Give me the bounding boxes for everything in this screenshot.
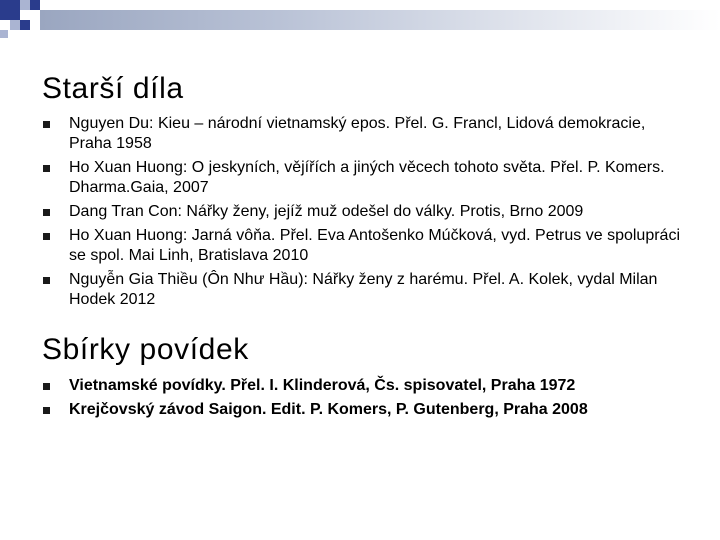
list-item-text: Ho Xuan Huong: Jarná vôňa. Přel. Eva Antošenko Múčková, vyd. Petrus ve spolupráci se spol. Mai Linh, Bratislava 2010: [69, 227, 680, 264]
list-item: [42, 226, 692, 266]
list-item: [42, 375, 692, 397]
bullet-icon: [43, 165, 50, 172]
bullet-icon: [43, 209, 50, 216]
list-item: [42, 158, 692, 198]
section-title-older-works: Starší díla: [42, 72, 184, 105]
list-item-text: Dang Tran Con: Nářky ženy, jejíž muž odešel do války. Protis, Brno 2009: [69, 203, 584, 220]
list-item: [42, 202, 692, 222]
bullet-icon: [43, 407, 50, 414]
list-item-text: Nguyễn Gia Thiều (Ôn Như Hầu): Nářky ženy z harému. Přel. A. Kolek, vydal Milan Hodek 2012: [69, 271, 658, 308]
bullet-icon: [43, 233, 50, 240]
bullet-icon: [43, 277, 50, 284]
bullet-icon: [43, 121, 50, 128]
list-item-text: Krejčovský závod Saigon. Edit. P. Komers, P. Gutenberg, Praha 2008: [69, 401, 588, 418]
list-item: [42, 399, 692, 421]
list-item: [42, 270, 692, 310]
list-item-text: Nguyen Du: Kieu – národní vietnamský epos. Přel. G. Francl, Lidová demokracie, Praha 1958: [69, 115, 646, 152]
story-collections-list: [42, 375, 692, 423]
list-item-text: Ho Xuan Huong: O jeskyních, vějířích a jiných věcech tohoto světa. Přel. P. Komers. Dharma.Gaia, 2007: [69, 159, 665, 196]
list-item: [42, 114, 692, 154]
bullet-icon: [43, 383, 50, 390]
list-item-text: Vietnamské povídky. Přel. I. Klinderová, Čs. spisovatel, Praha 1972: [69, 377, 576, 394]
section-title-story-collections: Sbírky povídek: [42, 333, 249, 366]
older-works-list: [42, 114, 692, 314]
